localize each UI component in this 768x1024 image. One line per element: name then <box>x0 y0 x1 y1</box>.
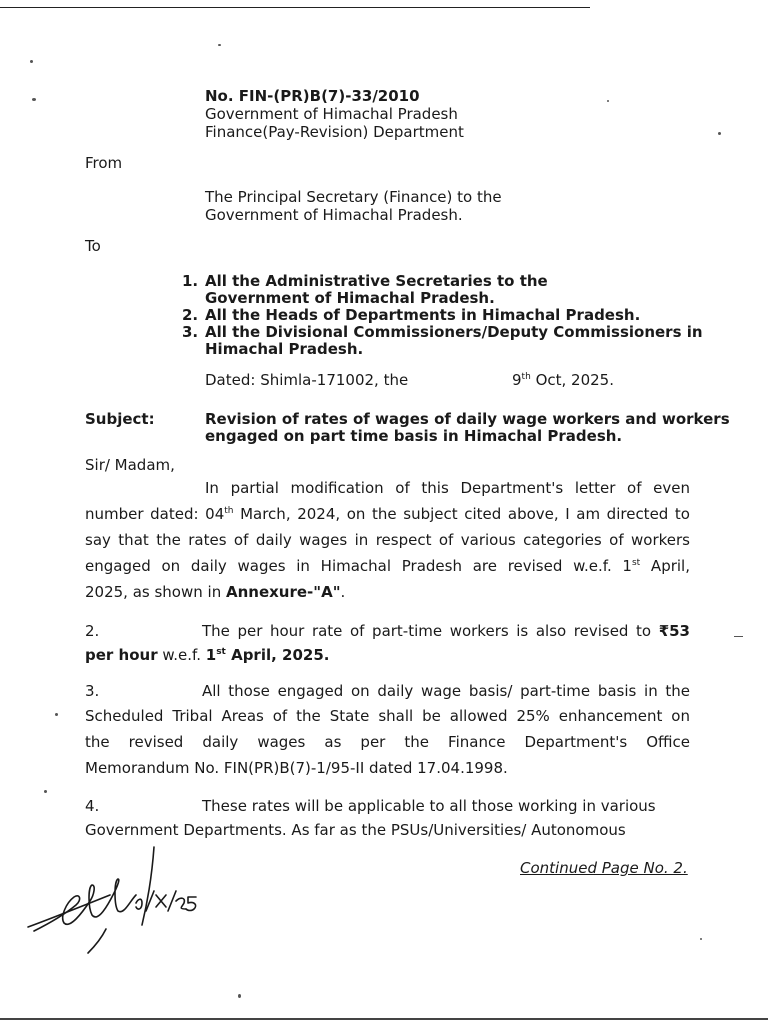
para1-line-4-b: April, <box>640 557 690 575</box>
recipient-1-line-2: Government of Himachal Pradesh. <box>205 289 495 307</box>
handwritten-signature <box>20 845 200 955</box>
para4-number: 4. <box>85 797 100 815</box>
para1-line-3: say that the rates of daily wages in respect of various categories of workers <box>85 531 690 549</box>
dated-place: Dated: Shimla-171002, the <box>205 371 409 389</box>
para2-line-1 <box>202 620 690 642</box>
subject-line-2: engaged on part time basis in Himachal Pradesh. <box>205 427 623 445</box>
dated-date <box>512 371 614 389</box>
scan-speck <box>218 44 221 46</box>
to-label: To <box>85 237 101 255</box>
recipient-1-line-1: All the Administrative Secretaries to the <box>205 272 548 290</box>
subject-label: Subject: <box>85 410 155 428</box>
scan-speck <box>32 98 36 101</box>
scan-speck <box>30 60 33 63</box>
para1-line-5-a: 2025, as shown in <box>85 583 226 601</box>
file-number: No. FIN-(PR)B(7)-33/2010 <box>205 87 420 105</box>
recipient-3-number: 3. <box>182 323 199 341</box>
subject-line-1: Revision of rates of wages of daily wage workers and workers <box>205 410 730 428</box>
para2-wef: w.e.f. <box>157 646 206 664</box>
scan-speck <box>700 938 702 940</box>
scan-speck <box>718 132 721 135</box>
from-label: From <box>85 154 123 172</box>
para3-line-3: the revised daily wages as per the Finance Department's Office <box>85 733 690 751</box>
para1-line-4-a: engaged on daily wages in Himachal Pradesh are revised w.e.f. 1 <box>85 557 632 575</box>
recipient-1-number: 1. <box>182 272 199 290</box>
para3-line-2: Scheduled Tribal Areas of the State shall be allowed 25% enhancement on <box>85 707 690 725</box>
recipient-2-number: 2. <box>182 306 199 324</box>
salutation: Sir/ Madam, <box>85 456 175 474</box>
bottom-border-line <box>0 1018 768 1020</box>
continued-page-note: Continued Page No. 2. <box>520 859 688 877</box>
para2-sup-st: st <box>216 647 226 657</box>
para4-line-2: Government Departments. As far as the PSUs/Universities/ Autonomous <box>85 821 626 839</box>
para2-per-hour: per hour <box>85 646 158 664</box>
from-line-2: Government of Himachal Pradesh. <box>205 206 463 224</box>
para2-date-rest: April, 2025. <box>225 646 330 664</box>
para1-line-5-c: . <box>340 583 346 601</box>
para1-sup-st: st <box>631 558 641 568</box>
para1-line-2-b: March, 2024, on the subject cited above, I am directed to <box>233 505 690 523</box>
scan-speck <box>55 713 58 716</box>
government-name: Government of Himachal Pradesh <box>205 105 458 123</box>
para2-number: 2. <box>85 622 100 640</box>
scan-speck <box>44 790 47 793</box>
para3-line-1: All those engaged on daily wage basis/ part-time basis in the <box>202 682 690 700</box>
hourly-rate: ₹53 <box>658 622 690 640</box>
para2-line-1-a: The per hour rate of part-time workers is also revised to <box>202 622 659 640</box>
scan-speck <box>238 994 241 998</box>
para1-sup-th: th <box>224 506 234 516</box>
para1-line-2-a: number dated: 04 <box>85 505 225 523</box>
para1-line-2 <box>85 503 690 525</box>
scan-speck <box>607 100 609 102</box>
department-name: Finance(Pay-Revision) Department <box>205 123 464 141</box>
para2-line-2 <box>85 644 690 666</box>
top-border-line <box>0 7 590 8</box>
scan-speck <box>734 636 743 637</box>
para1-line-1: In partial modification of this Department's letter of even <box>205 479 690 497</box>
date-day: 9 <box>512 371 522 389</box>
date-month-year: Oct, 2025. <box>535 371 614 389</box>
date-day-suffix: th <box>521 372 531 382</box>
para3-number: 3. <box>85 682 100 700</box>
from-line-1: The Principal Secretary (Finance) to the <box>205 188 502 206</box>
para1-line-4 <box>85 555 690 577</box>
para1-line-5 <box>85 581 690 603</box>
recipient-3-line-1: All the Divisional Commissioners/Deputy Commissioners in <box>205 323 703 341</box>
recipient-2-line-1: All the Heads of Departments in Himachal Pradesh. <box>205 306 641 324</box>
recipient-3-line-2: Himachal Pradesh. <box>205 340 364 358</box>
annexure-reference: Annexure-"A" <box>225 583 341 601</box>
para2-date-day: 1 <box>205 646 217 664</box>
para3-line-4: Memorandum No. FIN(PR)B(7)-1/95-II dated 17.04.1998. <box>85 759 508 777</box>
para4-line-1: These rates will be applicable to all those working in various <box>202 797 656 815</box>
